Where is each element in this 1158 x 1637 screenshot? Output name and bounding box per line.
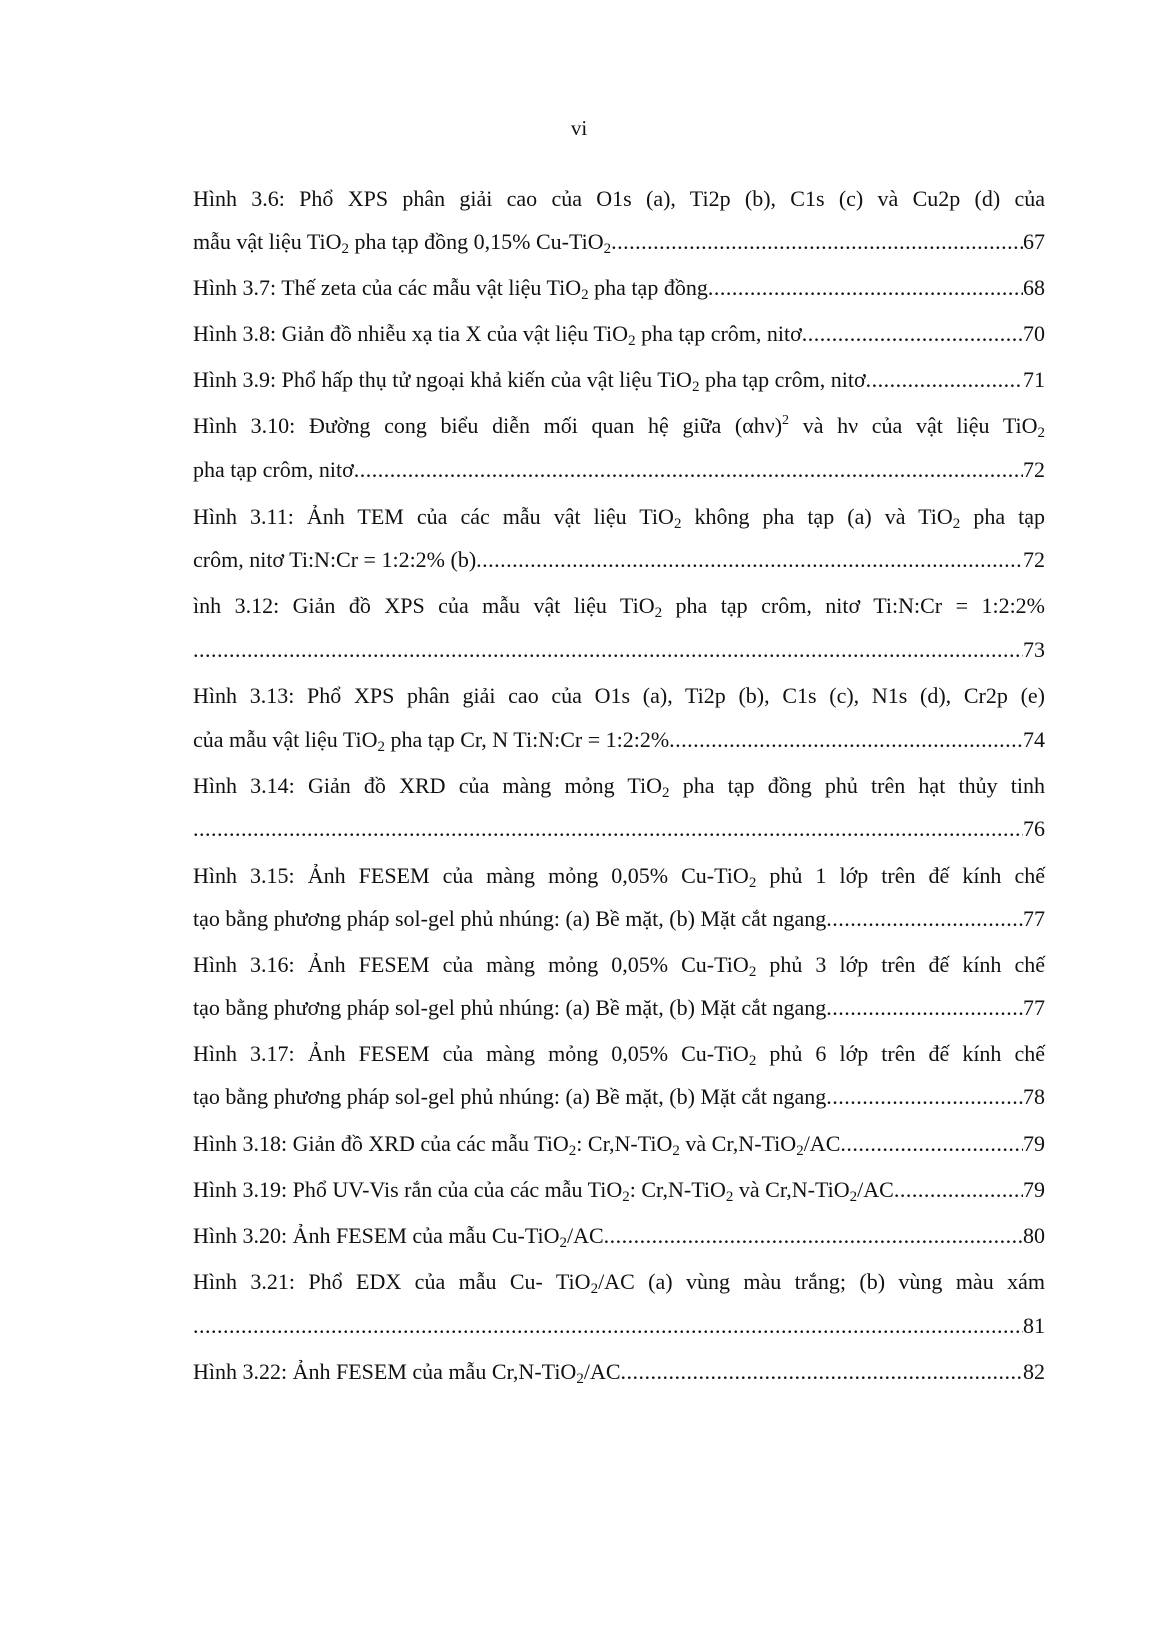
dot-leader bbox=[802, 319, 1023, 349]
toc-entry-leader-line bbox=[193, 273, 1045, 303]
dot-leader bbox=[669, 725, 1023, 755]
toc-entry-leader-line bbox=[193, 1129, 1045, 1159]
toc-entry-text: Hình 3.6: Phổ XPS phân giải cao của O1s (a), Ti2p (b), C1s (c) và Cu2p (d) của bbox=[193, 186, 1045, 211]
toc-entry-text: crôm, nitơ Ti:N:Cr = 1:2:2% (b) bbox=[193, 547, 477, 572]
toc-page-number: 81 bbox=[1023, 1313, 1045, 1338]
toc-entry-leader-line bbox=[193, 1311, 1045, 1341]
dot-leader bbox=[476, 545, 1023, 575]
toc-entry-leader-line bbox=[193, 1221, 1045, 1251]
toc-entry-leader-line bbox=[193, 319, 1045, 349]
dot-leader bbox=[866, 365, 1023, 395]
toc-entry-text: Hình 3.8: Giản đồ nhiễu xạ tia X của vật liệu TiO$_2$ pha tạp crôm, nitơ bbox=[193, 321, 802, 349]
toc-entry-text: Hình 3.10: Đường cong biểu diễn mối quan hệ giữa $(\alpha h\nu)^2$ và hν của vật liệu TiO$_2$ bbox=[193, 413, 1045, 441]
toc-entry-leader-line bbox=[193, 1357, 1045, 1387]
toc-entry-text: Hình 3.14: Giản đồ XRD của màng mỏng TiO$_2$ pha tạp đồng phủ trên hạt thủy tinh bbox=[193, 773, 1045, 801]
toc-entry-leader-line bbox=[193, 993, 1045, 1023]
toc-page-number: 76 bbox=[1023, 816, 1045, 841]
dot-leader bbox=[894, 1175, 1023, 1205]
toc-page-number: 67 bbox=[1023, 229, 1045, 254]
toc-page-number: 77 bbox=[1023, 995, 1045, 1020]
toc-page-number: 70 bbox=[1023, 321, 1045, 346]
toc-page-number: 68 bbox=[1023, 275, 1045, 300]
toc-page-number: 73 bbox=[1023, 637, 1045, 662]
toc-page-number: 82 bbox=[1023, 1359, 1045, 1384]
toc-page-number: 72 bbox=[1023, 457, 1045, 482]
toc-entry-text: Hình 3.9: Phổ hấp thụ tử ngoại khả kiến của vật liệu TiO$_2$ pha tạp crôm, nitơ bbox=[193, 367, 866, 395]
toc-entry-text: Hình 3.13: Phổ XPS phân giải cao của O1s (a), Ti2p (b), C1s (c), N1s (d), Cr2p (e) bbox=[193, 683, 1045, 708]
dot-leader bbox=[611, 227, 1023, 257]
toc-entry-text: tạo bằng phương pháp sol-gel phủ nhúng: (a) Bề mặt, (b) Mặt cắt ngang bbox=[193, 995, 827, 1020]
dot-leader bbox=[708, 273, 1023, 303]
toc-entry-leader-line bbox=[193, 635, 1045, 665]
toc-entry-leader-line bbox=[193, 545, 1045, 575]
toc-entry-leader-line bbox=[193, 1175, 1045, 1205]
toc-entry-leader-line bbox=[193, 227, 1045, 257]
toc-entry-leader-line bbox=[193, 365, 1045, 395]
toc-entry-text: Hình 3.19: Phổ UV-Vis rắn của của các mẫu TiO$_2$: Cr,N-TiO$_2$ và Cr,N-TiO$_2$/AC bbox=[193, 1177, 894, 1205]
dot-leader bbox=[604, 1221, 1023, 1251]
toc-entry-text: Hình 3.17: Ảnh FESEM của màng mỏng 0,05% Cu-TiO$_2$ phủ 6 lớp trên đế kính chế bbox=[193, 1041, 1046, 1069]
toc-page-number: 79 bbox=[1023, 1177, 1045, 1202]
toc-entry-text: ình 3.12: Giản đồ XPS của mẫu vật liệu TiO$_2$ pha tạp crôm, nitơ Ti:N:Cr = 1:2:2% bbox=[193, 593, 1046, 621]
toc-entry-text: tạo bằng phương pháp sol-gel phủ nhúng: (a) Bề mặt, (b) Mặt cắt ngang bbox=[193, 906, 827, 931]
toc-entry-text: Hình 3.22: Ảnh FESEM của mẫu Cr,N-TiO$_2$/AC bbox=[193, 1359, 621, 1387]
toc-entry-text: Hình 3.11: Ảnh TEM của các mẫu vật liệu TiO$_2$ không pha tạp (a) và TiO$_2$ pha tạp bbox=[193, 504, 1046, 532]
toc-entry-text: Hình 3.20: Ảnh FESEM của mẫu Cu-TiO$_2$/AC bbox=[193, 1223, 604, 1251]
toc-entry-leader-line bbox=[193, 814, 1045, 844]
dot-leader bbox=[826, 993, 1023, 1023]
toc-entry-leader-line bbox=[193, 455, 1045, 485]
toc-entry-text: Hình 3.7: Thế zeta của các mẫu vật liệu TiO$_2$ pha tạp đồng bbox=[193, 275, 708, 303]
toc-page-number: 79 bbox=[1023, 1131, 1045, 1156]
toc-page-number: 74 bbox=[1023, 727, 1045, 752]
toc-entry-text: tạo bằng phương pháp sol-gel phủ nhúng: (a) Bề mặt, (b) Mặt cắt ngang bbox=[193, 1084, 827, 1109]
toc-entry-text: Hình 3.18: Giản đồ XRD của các mẫu TiO$_2$: Cr,N-TiO$_2$ và Cr,N-TiO$_2$/AC bbox=[193, 1131, 841, 1159]
toc-page-number: 80 bbox=[1023, 1223, 1045, 1248]
toc-page-number: 72 bbox=[1023, 547, 1045, 572]
dot-leader bbox=[826, 1082, 1023, 1112]
toc-entry-leader-line bbox=[193, 904, 1045, 934]
toc-entry-text: của mẫu vật liệu TiO$_2$ pha tạp Cr, N Ti:N:Cr = 1:2:2% bbox=[193, 727, 670, 755]
toc-entry-leader-line bbox=[193, 725, 1045, 755]
dot-leader bbox=[621, 1357, 1023, 1387]
toc-entry-text: Hình 3.21: Phổ EDX của mẫu Cu- TiO$_2$/AC (a) vùng màu trắng; (b) vùng màu xám bbox=[193, 1269, 1045, 1297]
dot-leader bbox=[840, 1129, 1023, 1159]
toc-entry-leader-line bbox=[193, 1082, 1045, 1112]
dot-leader bbox=[193, 814, 1023, 844]
toc-entry-text: Hình 3.15: Ảnh FESEM của màng mỏng 0,05% Cu-TiO$_2$ phủ 1 lớp trên đế kính chế bbox=[193, 863, 1046, 891]
page-number: vi bbox=[570, 116, 588, 140]
dot-leader bbox=[193, 1311, 1023, 1341]
toc-entry-text: pha tạp crôm, nitơ bbox=[193, 457, 354, 482]
dot-leader bbox=[193, 635, 1023, 665]
dot-leader bbox=[354, 455, 1023, 485]
dot-leader bbox=[826, 904, 1023, 934]
toc-page-number: 78 bbox=[1023, 1084, 1045, 1109]
toc-entry-text: mẫu vật liệu TiO$_2$ pha tạp đồng 0,15% Cu-TiO$_2$ bbox=[193, 229, 612, 257]
toc-entry-text: Hình 3.16: Ảnh FESEM của màng mỏng 0,05% Cu-TiO$_2$ phủ 3 lớp trên đế kính chế bbox=[193, 952, 1046, 980]
toc-page-number: 77 bbox=[1023, 906, 1045, 931]
toc-page-number: 71 bbox=[1023, 367, 1045, 392]
